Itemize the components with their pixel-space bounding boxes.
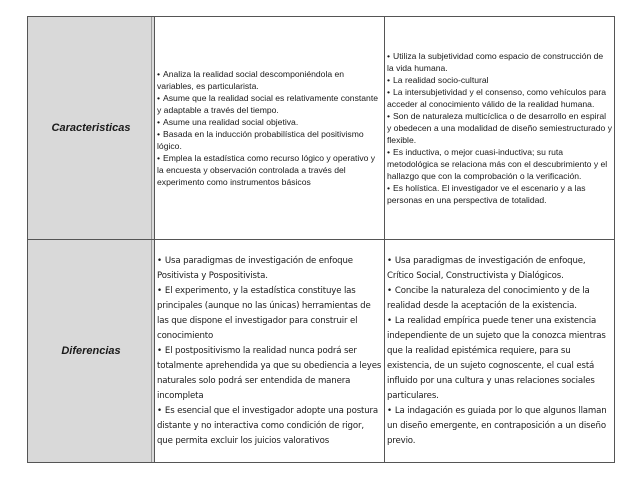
- list-item-text: Usa paradigmas de investigación de enfoque Positivista y Pospositivista.: [157, 255, 353, 281]
- bullet: •: [387, 405, 392, 416]
- list-item-text: Basada en la inducción probabilística del positivismo lógico.: [157, 128, 364, 151]
- bullet: •: [387, 182, 391, 193]
- list-item: [387, 182, 612, 206]
- list-item: [387, 404, 612, 449]
- list-diferencias-left: [157, 254, 382, 449]
- bullet: •: [387, 146, 391, 157]
- list-item-text: El experimento, y la estadística constituye las principales (aunque no las únicas) herramientas de las que dispone el investigador para construir el conocimiento: [157, 285, 371, 341]
- bullet: •: [157, 255, 162, 266]
- bullet: •: [157, 405, 162, 416]
- list-item: [387, 314, 612, 404]
- bullet: •: [157, 285, 162, 296]
- cell-diferencias-left: [155, 240, 385, 463]
- list-item: [157, 128, 382, 152]
- list-item-text: Asume que la realidad social es relativamente constante y adaptable a través del tiempo.: [157, 92, 378, 115]
- bullet: •: [387, 315, 392, 326]
- bullet: •: [387, 86, 391, 97]
- list-caracteristicas-right: [387, 50, 612, 206]
- list-caracteristicas-left: [157, 68, 382, 188]
- list-diferencias-right: [387, 254, 612, 449]
- list-item-text: Utiliza la subjetividad como espacio de construcción de la vida humana.: [387, 50, 604, 73]
- row-header-cell: [28, 17, 155, 240]
- cell-diferencias-right: [385, 240, 615, 463]
- bullet: •: [157, 68, 161, 79]
- list-item: [387, 146, 612, 182]
- row-header-diferencias: Diferencias: [61, 345, 121, 357]
- list-item-text: Es esencial que el investigador adopte una postura distante y no interactiva como condición de rigor, que permita excluir los juicios valorativos: [157, 405, 379, 446]
- list-item: [157, 254, 382, 284]
- list-item: [157, 284, 382, 344]
- list-item-text: Son de naturaleza multicíclica o de desarrollo en espiral y obedecen a una modalidad de diseño semiestructurado y flexible.: [387, 110, 613, 145]
- list-item-text: Usa paradigmas de investigación de enfoque, Crítico Social, Constructivista y Dialógicos.: [387, 255, 586, 281]
- list-item-text: Emplea la estadística como recurso lógico y operativo y la encuesta y observación controlada a través del experimento como instrumentos básicos: [157, 152, 376, 187]
- list-item: [157, 152, 382, 188]
- row-header-caracteristicas: Caracteristicas: [51, 122, 131, 134]
- list-item-text: Es holística. El investigador ve el escenario y a las personas en una perspectiva de totalidad.: [387, 182, 586, 205]
- list-item: [387, 74, 612, 86]
- comparison-table: [27, 16, 615, 463]
- list-item-text: Concibe la naturaleza del conocimiento y de la realidad desde la aceptación de la existencia.: [387, 285, 590, 311]
- list-item-text: La indagación es guiada por lo que algunos llaman un diseño emergente, en contraposición a un diseño previo.: [387, 405, 607, 446]
- list-item-text: La intersubjetividad y el consenso, como vehículos para acceder al conocimiento válido de la realidad humana.: [387, 86, 607, 109]
- table-row-caracteristicas: [28, 17, 615, 240]
- list-item: [157, 344, 382, 404]
- list-item: [157, 116, 382, 128]
- bullet: •: [157, 92, 161, 103]
- table-row-diferencias: [28, 240, 615, 463]
- list-item: [387, 110, 612, 146]
- list-item-text: La realidad socio-cultural: [393, 74, 489, 85]
- cell-caracteristicas-right: [385, 17, 615, 240]
- row-header-cell: [28, 240, 155, 463]
- list-item-text: Analiza la realidad social descomponiéndola en variables, es particularista.: [157, 68, 345, 91]
- bullet: •: [387, 110, 391, 121]
- list-item-text: Es inductiva, o mejor cuasi-inductiva; su ruta metodológica se relaciona más con el descubrimiento y el hallazgo que con la comprobación o la verificación.: [387, 146, 608, 181]
- bullet: •: [157, 345, 162, 356]
- bullet: •: [387, 255, 392, 266]
- list-item: [387, 284, 612, 314]
- bullet: •: [157, 116, 161, 127]
- cell-caracteristicas-left: [155, 17, 385, 240]
- bullet: •: [157, 128, 161, 139]
- bullet: •: [387, 50, 391, 61]
- list-item-text: Asume una realidad social objetiva.: [163, 116, 299, 127]
- list-item: [387, 50, 612, 74]
- list-item-text: La realidad empírica puede tener una existencia independiente de un sujeto que la conozca mientras que la realidad epistémica requiere, para su existencia, de un sujeto cognoscente, el cual está influido por una cultura y unas relaciones sociales particulares.: [387, 315, 606, 401]
- list-item-text: El postpositivismo la realidad nunca podrá ser totalmente aprehendida ya que su obediencia a leyes naturales solo podrá ser entendida de manera incompleta: [157, 345, 382, 401]
- bullet: •: [387, 74, 391, 85]
- list-item: [157, 92, 382, 116]
- list-item: [387, 86, 612, 110]
- list-item: [157, 404, 382, 449]
- bullet: •: [157, 152, 161, 163]
- list-item: [157, 68, 382, 92]
- list-item: [387, 254, 612, 284]
- bullet: •: [387, 285, 392, 296]
